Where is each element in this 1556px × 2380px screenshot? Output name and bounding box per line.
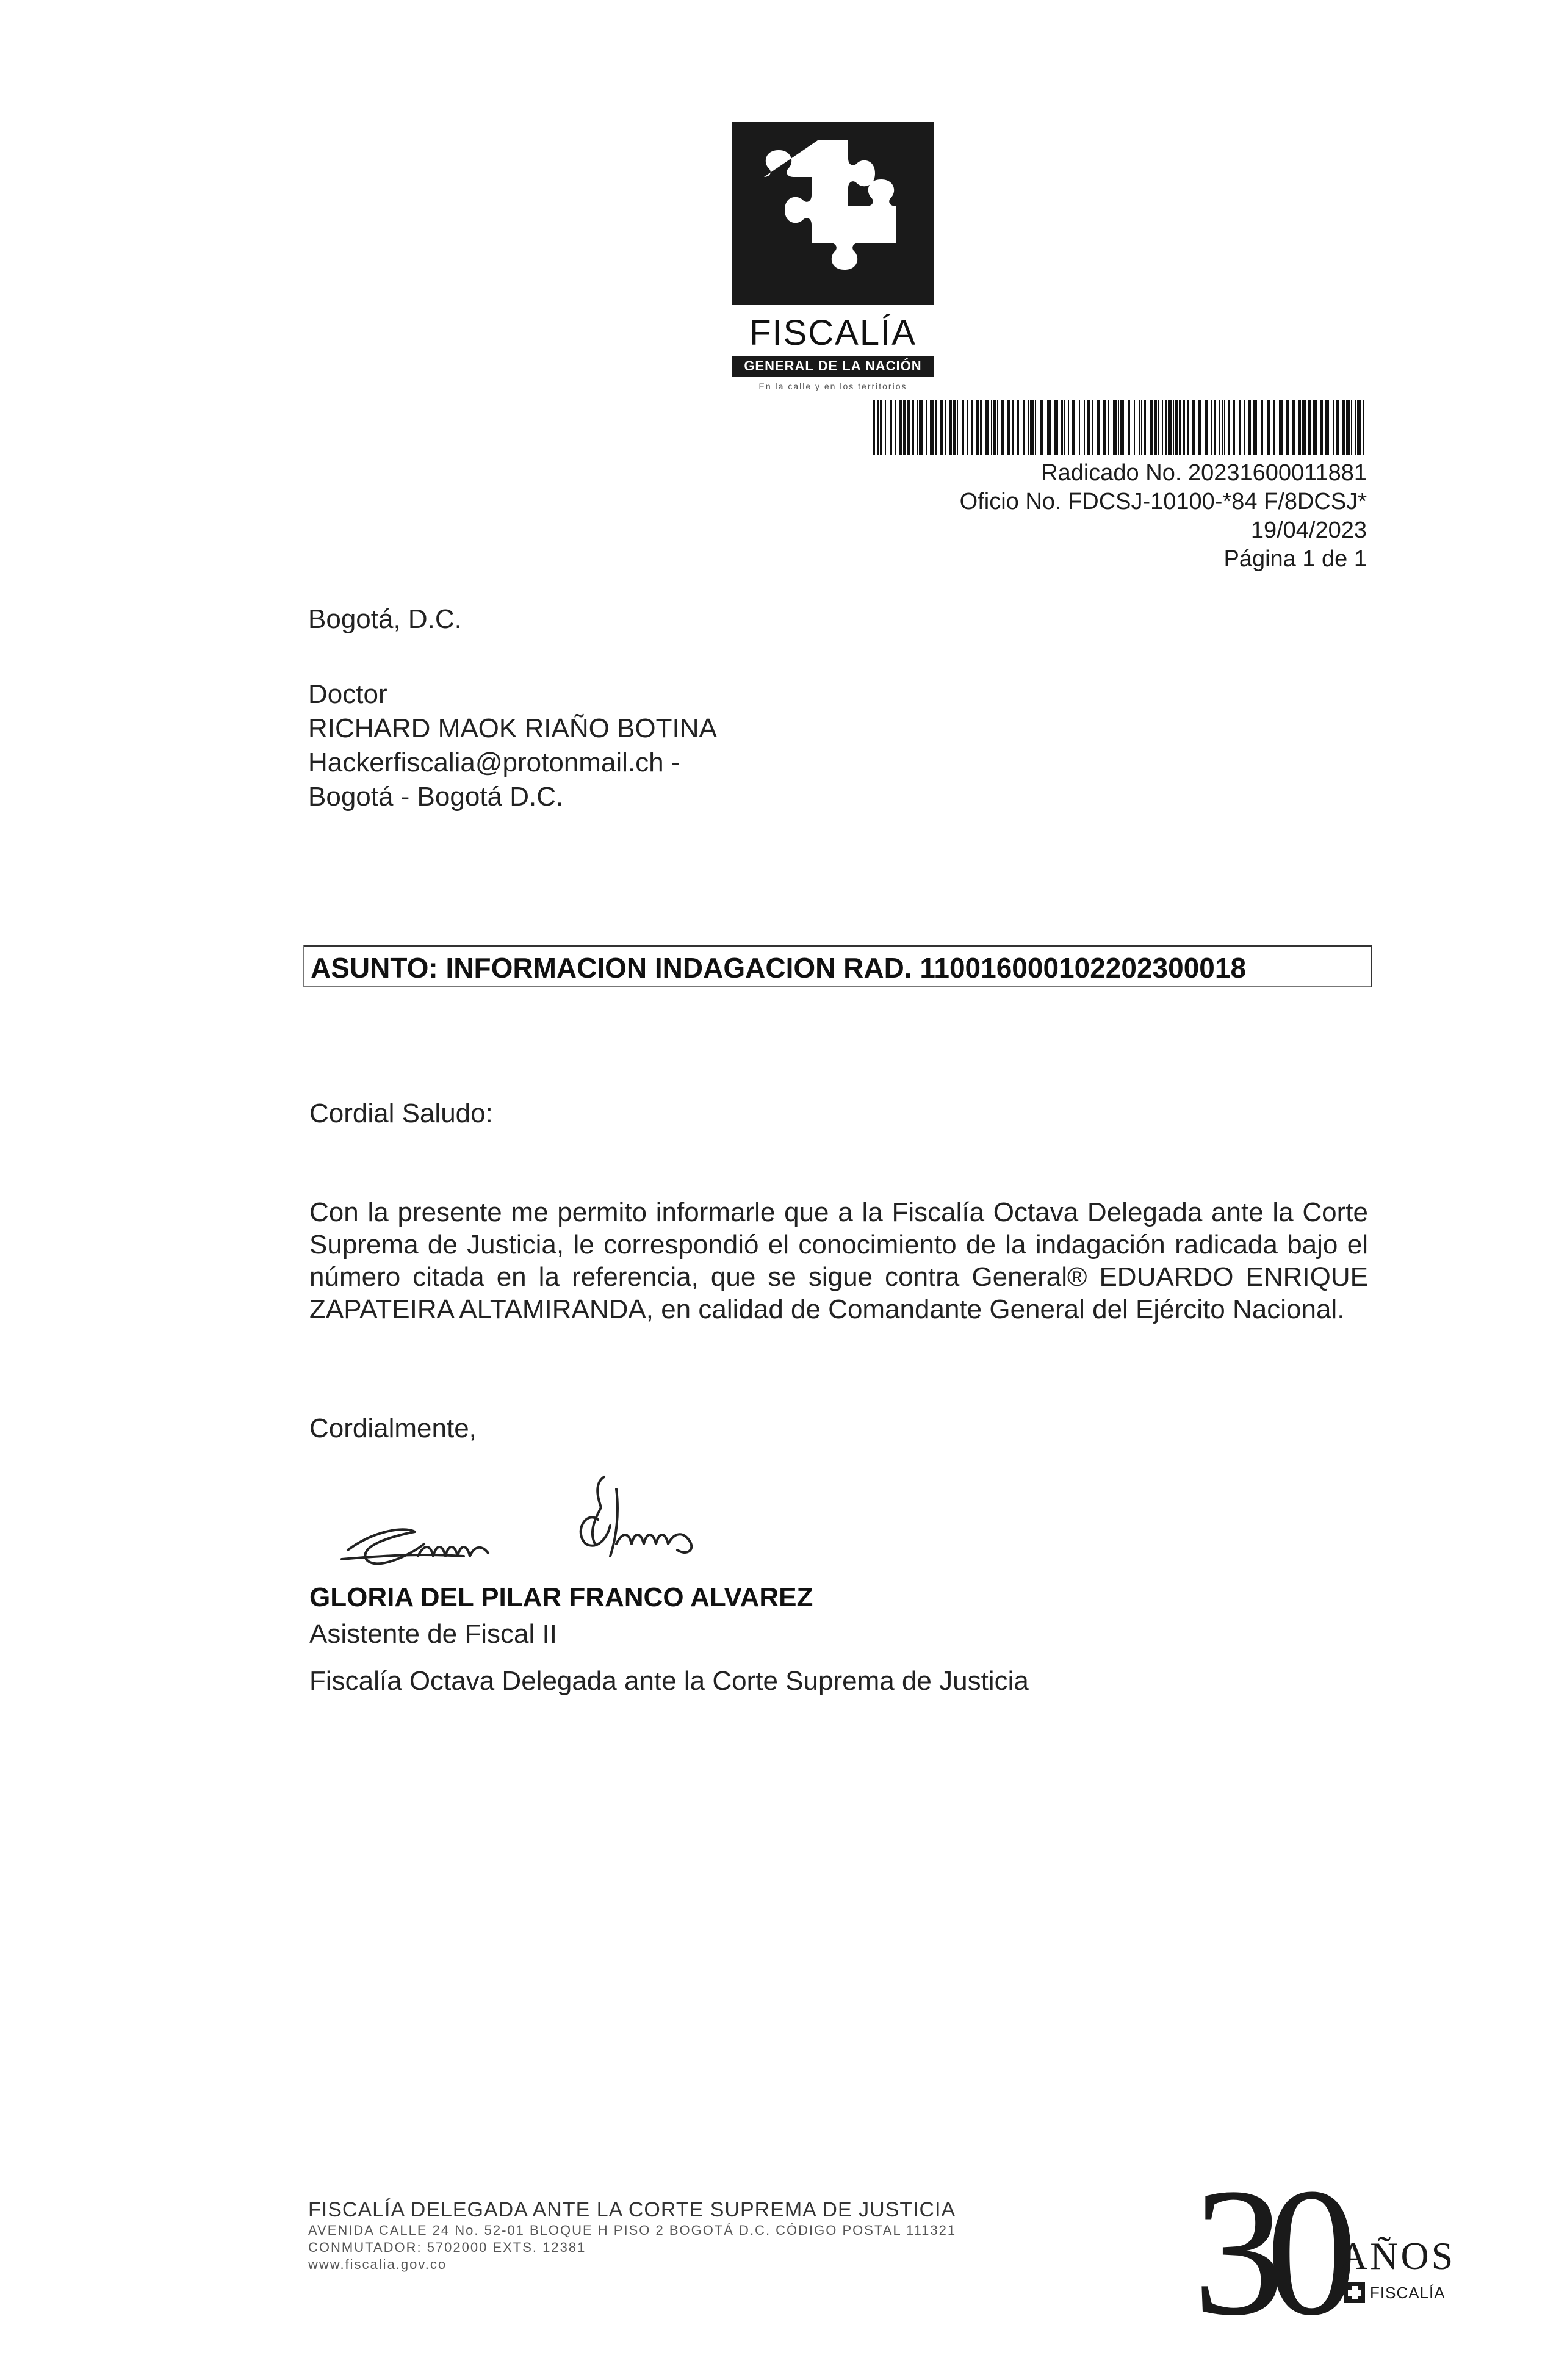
barcode-bar: [1357, 400, 1361, 455]
barcode-bar: [1222, 400, 1223, 455]
footer-title: FISCALÍA DELEGADA ANTE LA CORTE SUPREMA DE JUSTICIA: [308, 2198, 956, 2221]
barcode-bar: [967, 400, 968, 455]
barcode-bar: [1064, 400, 1065, 455]
barcode-bar: [1162, 400, 1163, 455]
barcode-bar: [957, 400, 958, 455]
subject-text: ASUNTO: INFORMACION INDAGACION RAD. 110016000102202300018: [311, 952, 1247, 984]
barcode-bar: [993, 400, 996, 455]
handwritten-signature: [330, 1452, 879, 1593]
reference-block: [960, 459, 1367, 574]
barcode-bar: [1144, 400, 1146, 455]
barcode-bar: [1168, 400, 1172, 455]
barcode-bar: [895, 400, 896, 455]
barcode-bar: [1141, 400, 1142, 455]
barcode-bar: [1103, 400, 1106, 455]
barcode-bar: [1175, 400, 1178, 455]
barcode-bar: [1035, 400, 1036, 455]
logo-title: FISCALÍA: [749, 313, 917, 353]
barcode-bar: [1320, 400, 1323, 455]
barcode-bar: [1092, 400, 1093, 455]
emblem-word: AÑOS: [1339, 2234, 1456, 2277]
barcode-bar: [1118, 400, 1119, 455]
barcode-bar: [1084, 400, 1085, 455]
emblem-brand: [1344, 2282, 1446, 2303]
recipient-city: Bogotá - Bogotá D.C.: [308, 782, 564, 812]
barcode-bar: [912, 400, 914, 455]
recipient-block: [308, 677, 717, 814]
barcode-bar: [1097, 400, 1100, 455]
barcode-bar: [1228, 400, 1230, 455]
barcode-bar: [1108, 400, 1109, 455]
barcode-bar: [953, 400, 956, 455]
barcode-bar: [1054, 400, 1058, 455]
barcode-bar: [1113, 400, 1117, 455]
barcode-bar: [1139, 400, 1140, 455]
body-paragraph: Con la presente me permito informarle que a la Fiscalía Octava Delegada ante la Corte Suprema de Justicia, le correspondió el conocimiento de la indagación radicada bajo el número citada en la referencia, que se sigue contra General® EDUARDO ENRIQUE ZAPATEIRA ALTAMIRANDA, en calidad de Comandante General del Ejército Nacional.: [309, 1197, 1368, 1324]
barcode-bar: [1205, 400, 1208, 455]
barcode-bar: [926, 400, 927, 455]
barcode-bar: [890, 400, 892, 455]
barcode-bar: [1351, 400, 1352, 455]
closing: Cordialmente,: [309, 1413, 477, 1443]
barcode-bar: [1363, 400, 1364, 455]
barcode-bar: [1128, 400, 1130, 455]
barcode-bar: [1087, 400, 1090, 455]
barcode-bar: [1017, 400, 1019, 455]
barcode-bar: [980, 400, 982, 455]
barcode-bar: [1325, 400, 1329, 455]
fiscalia-logo: [732, 122, 934, 391]
footer-phone: CONMUTADOR: 5702000 EXTS. 12381: [308, 2240, 586, 2255]
barcode-bar: [1286, 400, 1289, 455]
document-date: 19/04/2023: [1250, 517, 1367, 543]
barcode-bar: [919, 400, 923, 455]
barcode-bar: [1007, 400, 1010, 455]
emblem-brand-text: FISCALÍA: [1370, 2283, 1446, 2302]
signer-role: Asistente de Fiscal II: [309, 1619, 557, 1649]
barcode-bar: [935, 400, 937, 455]
barcode-bar: [899, 400, 902, 455]
barcode-bar: [1279, 400, 1283, 455]
barcode-bar: [877, 400, 879, 455]
barcode-bar: [1028, 400, 1029, 455]
barcode-bar: [1192, 400, 1195, 455]
footer-website: www.fiscalia.gov.co: [308, 2257, 447, 2272]
signer-block: [309, 1582, 813, 1650]
barcode-bar: [1336, 400, 1339, 455]
barcode-bar: [1261, 400, 1263, 455]
barcode-bar: [1355, 400, 1356, 455]
barcode-bar: [1267, 400, 1270, 455]
barcode-bar: [945, 400, 946, 455]
barcode-bar: [1150, 400, 1153, 455]
signer-office: Fiscalía Octava Delegada ante la Corte Suprema de Justicia: [309, 1666, 1029, 1696]
barcode-bar: [976, 400, 979, 455]
barcode-bar: [903, 400, 906, 455]
barcode-bar: [1068, 400, 1069, 455]
barcode-bar: [985, 400, 989, 455]
barcode-bar: [930, 400, 934, 455]
barcode-bar: [1001, 400, 1004, 455]
barcode-bar: [1346, 400, 1350, 455]
barcode-bar: [1248, 400, 1251, 455]
signer-name: GLORIA DEL PILAR FRANCO ALVAREZ: [309, 1582, 813, 1612]
logo-tagline: En la calle y en los territorios: [758, 381, 907, 391]
subject-box: [303, 945, 1372, 987]
barcode-bar: [1233, 400, 1235, 455]
barcode-bar: [885, 400, 886, 455]
page-number: Página 1 de 1: [1223, 546, 1367, 572]
barcode-bar: [1120, 400, 1124, 455]
barcode-bar: [1253, 400, 1257, 455]
barcode-bar: [1134, 400, 1135, 455]
barcode-bar: [1292, 400, 1295, 455]
footer: [308, 2198, 956, 2273]
oficio-number: Oficio No. FDCSJ-10100-*84 F/8DCSJ*: [959, 489, 1367, 514]
barcode-bar: [880, 400, 882, 455]
barcode-bar: [1244, 400, 1245, 455]
barcode-bar: [1211, 400, 1212, 455]
barcode-bar: [1239, 400, 1241, 455]
barcode-bar: [1165, 400, 1167, 455]
barcode-bar: [940, 400, 943, 455]
barcode-bar: [1183, 400, 1185, 455]
barcode-bar: [1173, 400, 1174, 455]
recipient-email: Hackerfiscalia@protonmail.ch -: [308, 748, 680, 777]
barcode-bar: [949, 400, 952, 455]
barcode-bar: [1040, 400, 1043, 455]
barcode-bar: [873, 400, 875, 455]
barcode-bar: [1219, 400, 1220, 455]
puzzle-icon: [732, 122, 934, 305]
barcode-bar: [1047, 400, 1051, 455]
salutation: Cordial Saludo:: [309, 1098, 493, 1128]
barcode-bar: [1342, 400, 1345, 455]
barcode-bar: [1273, 400, 1275, 455]
radicado-number: Radicado No. 20231600011881: [1041, 460, 1367, 486]
barcode-bar: [1012, 400, 1014, 455]
barcode-bar: [1198, 400, 1201, 455]
barcode-bar: [1061, 400, 1063, 455]
barcode-bar: [1302, 400, 1306, 455]
recipient-name: RICHARD MAOK RIAÑO BOTINA: [308, 713, 717, 743]
barcode-bar: [907, 400, 910, 455]
puzzle-icon: [1344, 2282, 1365, 2303]
barcode-bar: [1224, 400, 1225, 455]
logo-subtitle: GENERAL DE LA NACIÓN: [732, 356, 934, 377]
barcode-bar: [991, 400, 992, 455]
barcode-bar: [1313, 400, 1317, 455]
footer-address: AVENIDA CALLE 24 No. 52-01 BLOQUE H PISO 2 BOGOTÁ D.C. CÓDIGO POSTAL 111321: [308, 2223, 957, 2238]
barcode-bar: [1308, 400, 1311, 455]
barcode-bar: [1023, 400, 1025, 455]
letter-city: Bogotá, D.C.: [308, 604, 462, 634]
barcode: [873, 400, 1367, 455]
barcode-bar: [971, 400, 973, 455]
barcode-bar: [1333, 400, 1334, 455]
barcode-bar: [1072, 400, 1075, 455]
barcode-bar: [1154, 400, 1157, 455]
barcode-bar: [1179, 400, 1181, 455]
emblem-number: 30: [1193, 2151, 1339, 2353]
anniversary-emblem: [1193, 2151, 1456, 2353]
barcode-bar: [1158, 400, 1159, 455]
barcode-bar: [1187, 400, 1189, 455]
barcode-bar: [1030, 400, 1034, 455]
barcode-bar: [1298, 400, 1301, 455]
barcode-bar: [962, 400, 964, 455]
barcode-bar: [1079, 400, 1080, 455]
recipient-title: Doctor: [308, 679, 387, 709]
barcode-bar: [997, 400, 998, 455]
barcode-bar: [1214, 400, 1216, 455]
barcode-bar: [917, 400, 918, 455]
